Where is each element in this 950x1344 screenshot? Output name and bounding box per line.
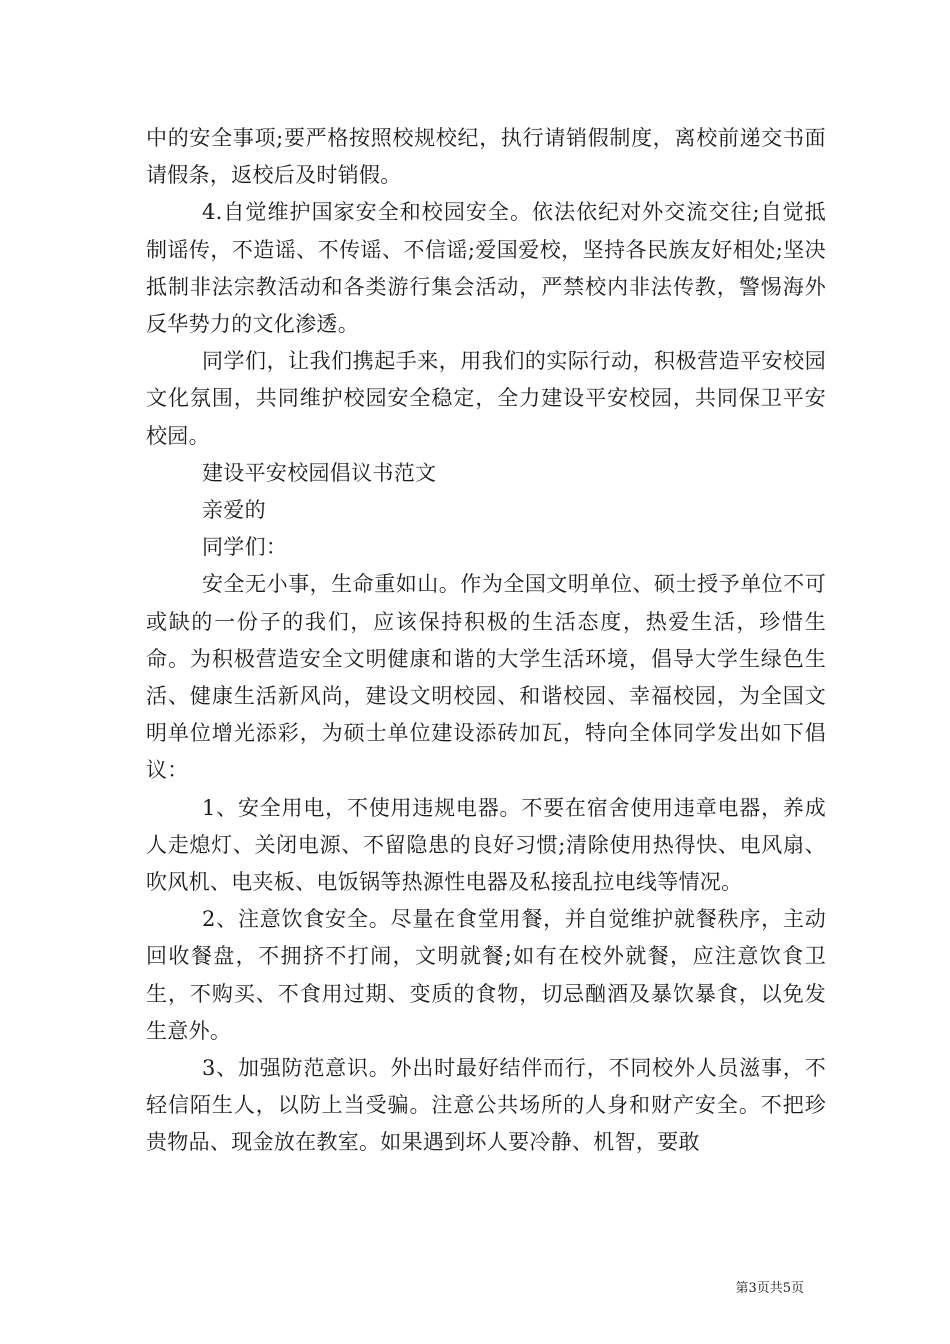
paragraph-item-3: 3、加强防范意识。外出时最好结伴而行，不同校外人员滋事，不轻信陌生人，以防上当受骗。注意公共场所的人身和财产安全。不把珍贵物品、现金放在教室。如果遇到坏人要冷静、机智，要敢 (146, 1056, 826, 1155)
paragraph-2: 4.自觉维护国家安全和校园安全。依法依纪对外交流交往;自觉抵制谣传，不造谣、不传谣、不信谣;爱国爱校，坚持各民族友好相处;坚决抵制非法宗教活动和各类游行集会活动，严禁校内非法传教，警惕海外反华势力的文化渗透。 (146, 200, 826, 337)
paragraph-item-1: 1、安全用电，不使用违规电器。不要在宿舍使用违章电器，养成人走熄灯、关闭电源、不留隐患的良好习惯;清除使用热得快、电风扇、吹风机、电夹板、电饭锅等热源性电器及私接乱拉电线等情况。 (146, 795, 826, 895)
paragraph-3: 同学们，让我们携起手来，用我们的实际行动，积极营造平安校园文化氛围，共同维护校园安全稳定，全力建设平安校园，共同保卫平安校园。 (146, 349, 826, 448)
page-number: 第3页共5页 (735, 1281, 804, 1296)
paragraph-intro: 安全无小事，生命重如山。作为全国文明单位、硕士授予单位不可或缺的一份子的我们，应该保持积极的生活态度，热爱生活，珍惜生命。为积极营造安全文明健康和谐的大学生活环境，倡导大学生绿色生活、健康生活新风尚，建设文明校园、和谐校园、幸福校园，为全国文明单位增光添彩，为硕士单位建设添砖加瓦，特向全体同学发出如下倡议： (146, 572, 826, 783)
paragraph-item-2: 2、注意饮食安全。尽量在食堂用餐，并自觉维护就餐秩序，主动回收餐盘，不拥挤不打闹，文明就餐;如有在校外就餐，应注意饮食卫生，不购买、不食用过期、变质的食物，切忌酗酒及暴饮暴食，以免发生意外。 (146, 907, 826, 1043)
paragraph-1: 中的安全事项;要严格按照校规校纪，执行请销假制度，离校前递交书面请假条，返校后及时销假。 (146, 126, 826, 188)
salutation-line-1: 亲爱的 (202, 498, 266, 523)
salutation-line-2: 同学们： (202, 535, 288, 560)
document-body (146, 120, 826, 1162)
section-title: 建设平安校园倡议书范文 (202, 460, 437, 485)
